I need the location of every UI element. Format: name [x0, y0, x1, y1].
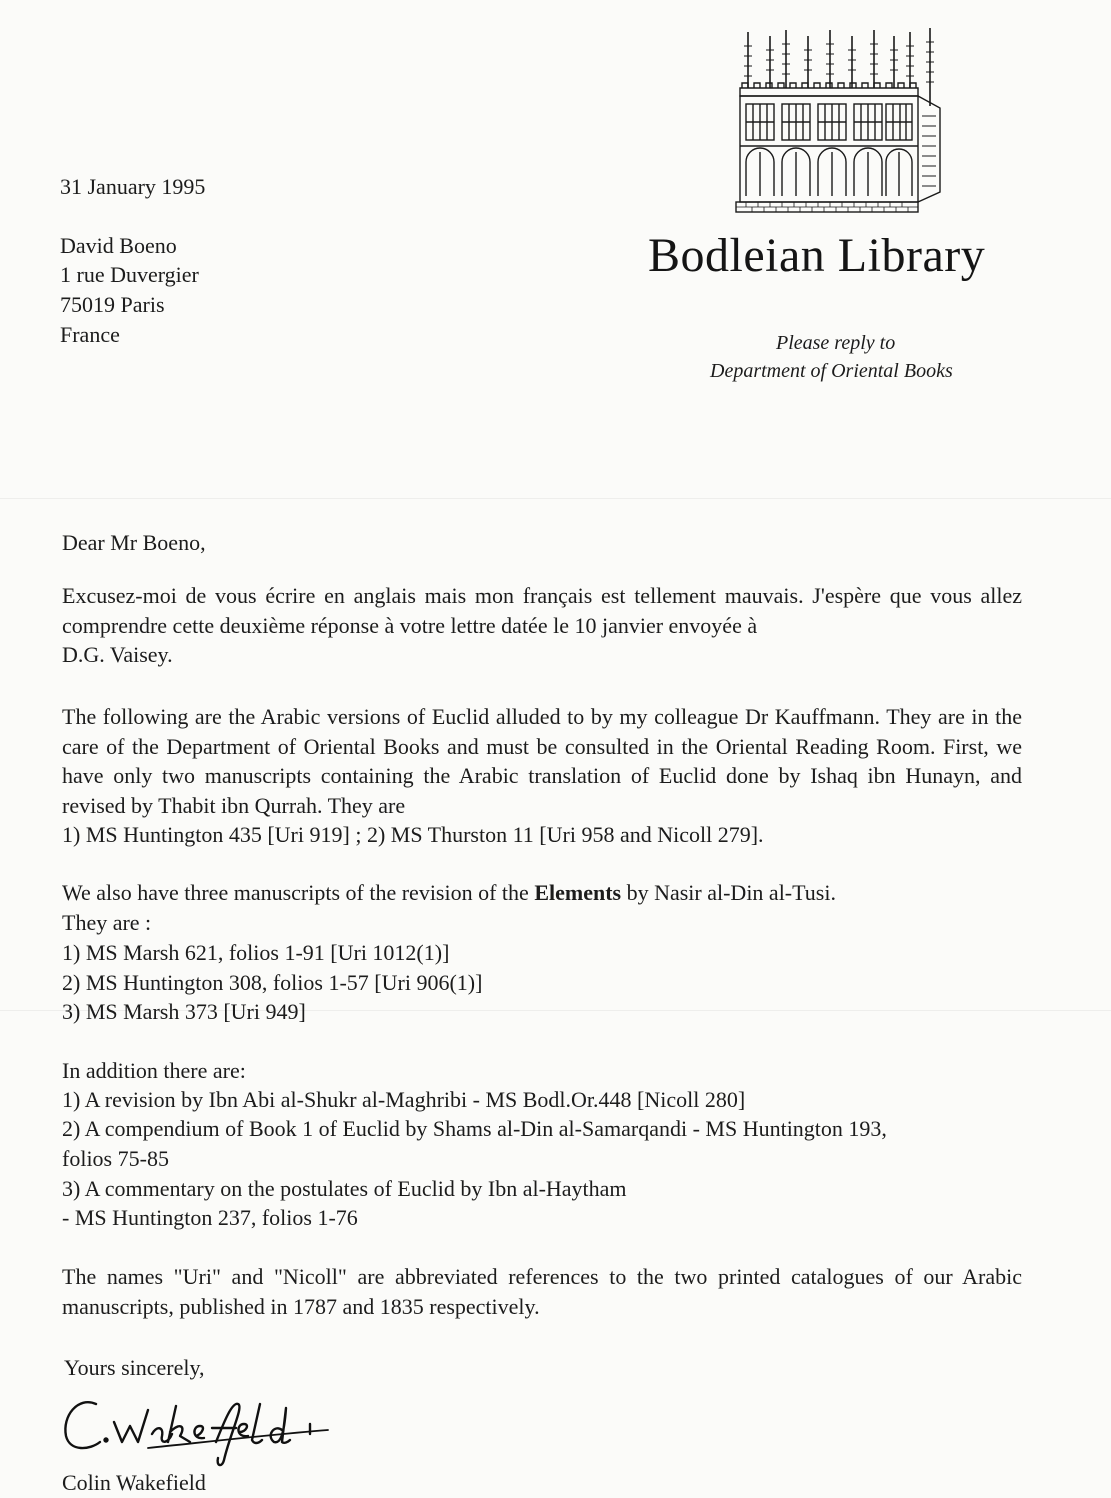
salutation: Dear Mr Boeno, [62, 530, 206, 555]
paragraph-euclid-versions-end: 1) MS Huntington 435 [Uri 919] ; 2) MS Thurston 11 [Uri 958 and Nicoll 279]. [62, 822, 764, 847]
recipient-street: 1 rue Duvergier [60, 262, 199, 287]
reply-to-label: Please reply to [776, 332, 896, 354]
addition-intro: In addition there are: [62, 1058, 246, 1083]
elements-title: Elements [534, 880, 622, 905]
list-item: 3) A commentary on the postulates of Euclid by Ibn al-Haytham [62, 1176, 627, 1201]
library-name: Bodleian Library [648, 229, 986, 282]
list-item: 1) A revision by Ibn Abi al-Shukr al-Maghribi - MS Bodl.Or.448 [Nicoll 280] [62, 1087, 746, 1112]
paragraph-french-apology: Excusez-moi de vous écrire en anglais mais mon français est tellement mauvais. J'espère que vous allez comprendre cette deuxième réponse à votre lettre datée le 10 janvier envoyée à [62, 583, 1022, 638]
handwritten-signature [56, 1382, 346, 1482]
reply-department: Department of Oriental Books [710, 360, 953, 382]
paragraph-french-apology-end: D.G. Vaisey. [62, 642, 173, 667]
recipient-city: 75019 Paris [60, 292, 165, 317]
recipient-country: France [60, 322, 120, 347]
closing: Yours sincerely, [64, 1355, 205, 1380]
letter-date: 31 January 1995 [60, 174, 206, 199]
list-item: 2) A compendium of Book 1 of Euclid by Shams al-Din al-Samarqandi - MS Huntington 193, [62, 1116, 887, 1141]
bodleian-building-logo [734, 26, 944, 216]
recipient-name: David Boeno [60, 233, 177, 258]
paper-fold [0, 498, 1111, 499]
they-are-label: They are : [62, 910, 152, 935]
list-item: 2) MS Huntington 308, folios 1-57 [Uri 906(1)] [62, 970, 483, 995]
list-item-continued: folios 75-85 [62, 1146, 169, 1171]
paragraph-euclid-versions: The following are the Arabic versions of Euclid alluded to by my colleague Dr Kauffmann. They are in the care of the Department of Oriental Books and must be consulted in the Oriental Reading Room. First, we have only two manuscripts containing the Arabic translation of Euclid done by Ishaq ibn Hunayn, and revised by Thabit ibn Qurrah. They are [62, 704, 1022, 818]
signer-name: Colin Wakefield [62, 1470, 206, 1495]
list-item: 1) MS Marsh 621, folios 1-91 [Uri 1012(1)] [62, 940, 450, 965]
paragraph-tusi-intro: We also have three manuscripts of the revision of the Elements by Nasir al-Din al-Tusi. [62, 880, 836, 905]
list-item-continued: - MS Huntington 237, folios 1-76 [62, 1205, 358, 1230]
paragraph-catalogues: The names "Uri" and "Nicoll" are abbreviated references to the two printed catalogues of our Arabic manuscripts, published in 1787 and 1835 respectively. [62, 1264, 1022, 1319]
list-item: 3) MS Marsh 373 [Uri 949] [62, 999, 306, 1024]
